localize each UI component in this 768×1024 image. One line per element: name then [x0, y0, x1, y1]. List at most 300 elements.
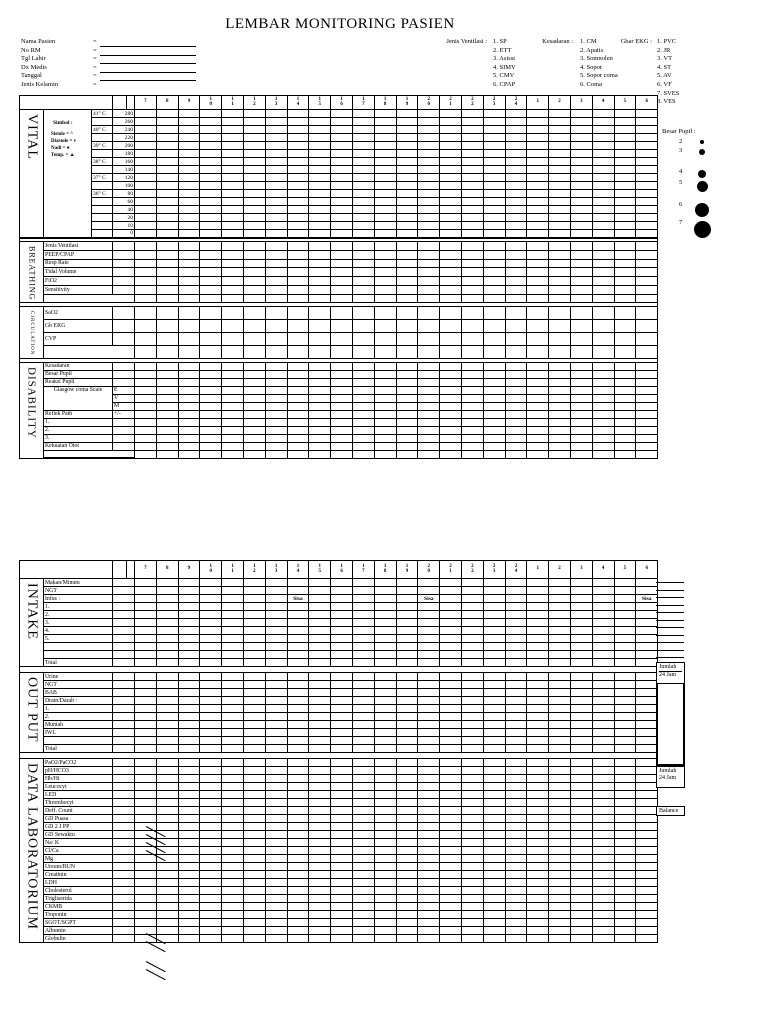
grid-cell[interactable] [374, 871, 396, 879]
grid-cell[interactable] [200, 362, 222, 370]
grid-cell[interactable] [527, 673, 549, 681]
grid-cell[interactable] [636, 190, 658, 198]
grid-cell[interactable] [636, 855, 658, 863]
grid-cell[interactable] [287, 222, 309, 230]
grid-cell[interactable] [505, 174, 527, 182]
grid-cell[interactable] [222, 450, 244, 458]
grid-cell[interactable] [440, 611, 462, 619]
grid-cell[interactable] [374, 277, 396, 286]
grid-cell[interactable] [614, 689, 636, 697]
grid-cell[interactable] [243, 450, 265, 458]
grid-cell[interactable] [200, 871, 222, 879]
grid-cell[interactable] [200, 681, 222, 689]
grid-cell[interactable] [243, 759, 265, 767]
grid-cell[interactable] [527, 285, 549, 294]
grid-cell[interactable] [309, 442, 331, 450]
grid-cell[interactable] [243, 791, 265, 799]
grid-cell[interactable] [331, 418, 353, 426]
grid-cell[interactable] [636, 659, 658, 667]
grid-cell[interactable] [374, 307, 396, 320]
grid-cell[interactable] [200, 370, 222, 378]
grid-cell[interactable] [440, 815, 462, 823]
grid-cell[interactable] [352, 737, 374, 745]
grid-cell[interactable] [505, 434, 527, 442]
grid-cell[interactable] [527, 823, 549, 831]
grid-cell[interactable] [527, 659, 549, 667]
grid-cell[interactable] [440, 783, 462, 791]
grid-cell[interactable] [265, 450, 287, 458]
grid-cell[interactable] [636, 268, 658, 277]
grid-cell[interactable] [549, 158, 571, 166]
grid-cell[interactable] [309, 579, 331, 587]
grid-cell[interactable] [243, 697, 265, 705]
grid-cell[interactable] [222, 579, 244, 587]
grid-cell[interactable] [570, 927, 592, 935]
grid-cell[interactable] [396, 259, 418, 268]
grid-cell[interactable] [200, 775, 222, 783]
grid-cell[interactable] [135, 294, 157, 303]
grid-cell[interactable] [309, 783, 331, 791]
grid-cell[interactable] [614, 791, 636, 799]
grid-cell[interactable] [178, 442, 200, 450]
grid-cell[interactable] [178, 410, 200, 418]
grid-cell[interactable] [222, 402, 244, 410]
grid-cell[interactable] [592, 895, 614, 903]
grid-cell[interactable] [440, 705, 462, 713]
grid-cell[interactable] [549, 174, 571, 182]
grid-cell[interactable] [178, 799, 200, 807]
grid-cell[interactable] [156, 627, 178, 635]
grid-cell[interactable] [331, 230, 353, 238]
grid-cell[interactable] [483, 903, 505, 911]
grid-cell[interactable] [265, 320, 287, 333]
grid-cell[interactable] [636, 651, 658, 659]
grid-cell[interactable] [352, 442, 374, 450]
grid-cell[interactable] [156, 759, 178, 767]
grid-cell[interactable] [200, 134, 222, 142]
grid-cell[interactable] [352, 450, 374, 458]
grid-cell[interactable] [614, 713, 636, 721]
grid-cell[interactable] [440, 426, 462, 434]
grid-cell[interactable] [374, 791, 396, 799]
grid-cell[interactable] [505, 198, 527, 206]
grid-cell[interactable] [636, 198, 658, 206]
grid-cell[interactable] [156, 807, 178, 815]
grid-cell[interactable] [549, 402, 571, 410]
grid-cell[interactable] [265, 903, 287, 911]
grid-cell[interactable] [483, 158, 505, 166]
grid-cell[interactable] [287, 745, 309, 753]
grid-cell[interactable] [352, 370, 374, 378]
grid-cell[interactable] [287, 871, 309, 879]
grid-cell[interactable] [505, 418, 527, 426]
grid-cell[interactable] [614, 919, 636, 927]
grid-cell[interactable] [156, 294, 178, 303]
grid-cell[interactable] [243, 190, 265, 198]
grid-cell[interactable] [483, 831, 505, 839]
grid-cell[interactable] [222, 259, 244, 268]
grid-cell[interactable] [614, 268, 636, 277]
grid-cell[interactable] [200, 294, 222, 303]
grid-cell[interactable] [156, 689, 178, 697]
grid-cell[interactable] [265, 442, 287, 450]
grid-cell[interactable] [396, 759, 418, 767]
grid-cell[interactable] [374, 386, 396, 394]
grid-cell[interactable] [483, 807, 505, 815]
grid-cell[interactable] [352, 839, 374, 847]
grid-cell[interactable] [483, 418, 505, 426]
grid-cell[interactable] [483, 729, 505, 737]
grid-cell[interactable] [440, 434, 462, 442]
grid-cell[interactable] [570, 587, 592, 595]
grid-cell[interactable] [396, 378, 418, 386]
grid-cell[interactable] [418, 410, 440, 418]
grid-cell[interactable] [549, 579, 571, 587]
grid-cell[interactable] [636, 450, 658, 458]
grid-cell[interactable] [222, 935, 244, 943]
grid-cell[interactable] [549, 434, 571, 442]
grid-cell[interactable] [461, 426, 483, 434]
grid-cell[interactable] [352, 799, 374, 807]
grid-cell[interactable] [461, 268, 483, 277]
grid-cell[interactable] [352, 230, 374, 238]
grid-cell[interactable] [374, 126, 396, 134]
grid-cell[interactable] [505, 285, 527, 294]
grid-cell[interactable] [483, 635, 505, 643]
grid-cell[interactable] [549, 673, 571, 681]
grid-cell[interactable] [549, 627, 571, 635]
grid-cell[interactable] [396, 294, 418, 303]
grid-cell[interactable] [396, 823, 418, 831]
grid-cell[interactable] [135, 807, 157, 815]
grid-cell[interactable] [483, 681, 505, 689]
grid-cell[interactable] [331, 603, 353, 611]
grid-cell[interactable] [135, 713, 157, 721]
grid-cell[interactable] [483, 214, 505, 222]
grid-cell[interactable] [243, 250, 265, 259]
grid-cell[interactable] [287, 611, 309, 619]
grid-cell[interactable] [200, 277, 222, 286]
grid-cell[interactable] [527, 887, 549, 895]
grid-cell[interactable] [331, 595, 353, 603]
grid-cell[interactable] [352, 418, 374, 426]
grid-cell[interactable] [287, 705, 309, 713]
grid-cell[interactable] [287, 767, 309, 775]
grid-cell[interactable] [636, 166, 658, 174]
grid-cell[interactable] [135, 222, 157, 230]
grid-cell[interactable] [505, 386, 527, 394]
grid-cell[interactable] [527, 759, 549, 767]
grid-cell[interactable] [200, 643, 222, 651]
grid-cell[interactable] [222, 214, 244, 222]
grid-cell[interactable] [527, 394, 549, 402]
grid-cell[interactable] [135, 182, 157, 190]
grid-cell[interactable] [200, 659, 222, 667]
grid-cell[interactable] [614, 635, 636, 643]
grid-cell[interactable] [287, 681, 309, 689]
grid-cell[interactable] [374, 410, 396, 418]
grid-cell[interactable] [549, 635, 571, 643]
grid-cell[interactable] [505, 370, 527, 378]
grid-cell[interactable] [374, 118, 396, 126]
grid-cell[interactable] [527, 190, 549, 198]
grid-cell[interactable] [287, 721, 309, 729]
grid-cell[interactable] [461, 863, 483, 871]
grid-cell[interactable] [461, 110, 483, 118]
grid-cell[interactable] [461, 927, 483, 935]
grid-cell[interactable] [592, 587, 614, 595]
grid-cell[interactable] [178, 182, 200, 190]
grid-cell[interactable] [265, 745, 287, 753]
grid-cell[interactable] [396, 815, 418, 823]
grid-cell[interactable] [243, 643, 265, 651]
grid-cell[interactable] [396, 394, 418, 402]
grid-cell[interactable] [549, 603, 571, 611]
grid-cell[interactable] [265, 277, 287, 286]
grid-cell[interactable] [374, 919, 396, 927]
grid-cell[interactable] [527, 174, 549, 182]
grid-cell[interactable] [549, 259, 571, 268]
grid-cell[interactable] [200, 627, 222, 635]
grid-cell[interactable] [570, 855, 592, 863]
grid-cell[interactable] [418, 895, 440, 903]
grid-cell[interactable] [243, 799, 265, 807]
grid-cell[interactable] [200, 705, 222, 713]
grid-cell[interactable] [527, 277, 549, 286]
grid-cell[interactable] [156, 729, 178, 737]
grid-cell[interactable] [570, 705, 592, 713]
grid-cell[interactable] [331, 277, 353, 286]
grid-cell[interactable] [178, 895, 200, 903]
grid-cell[interactable] [614, 863, 636, 871]
grid-cell[interactable] [374, 206, 396, 214]
grid-cell[interactable] [135, 783, 157, 791]
grid-cell[interactable] [178, 222, 200, 230]
grid-cell[interactable] [570, 603, 592, 611]
grid-cell[interactable] [549, 362, 571, 370]
grid-cell[interactable] [483, 294, 505, 303]
grid-cell[interactable] [461, 871, 483, 879]
grid-cell[interactable] [243, 587, 265, 595]
grid-cell[interactable] [527, 442, 549, 450]
grid-cell[interactable] [592, 879, 614, 887]
grid-cell[interactable] [352, 903, 374, 911]
grid-cell[interactable] [636, 919, 658, 927]
grid-cell[interactable] [374, 673, 396, 681]
grid-cell[interactable] [483, 935, 505, 943]
grid-cell[interactable] [549, 222, 571, 230]
grid-cell[interactable] [614, 418, 636, 426]
grid-cell[interactable] [135, 919, 157, 927]
grid-cell[interactable] [483, 142, 505, 150]
grid-cell[interactable] [440, 729, 462, 737]
grid-cell[interactable] [222, 603, 244, 611]
grid-cell[interactable] [222, 394, 244, 402]
grid-cell[interactable] [527, 595, 549, 603]
grid-cell[interactable] [135, 911, 157, 919]
grid-cell[interactable] [331, 911, 353, 919]
grid-cell[interactable] [636, 307, 658, 320]
grid-cell[interactable] [352, 307, 374, 320]
grid-cell[interactable] [527, 150, 549, 158]
grid-cell[interactable] [461, 402, 483, 410]
grid-cell[interactable] [505, 134, 527, 142]
grid-cell[interactable] [374, 370, 396, 378]
grid-cell[interactable] [156, 386, 178, 394]
grid-cell[interactable] [549, 320, 571, 333]
grid-cell[interactable] [570, 713, 592, 721]
grid-cell[interactable] [200, 759, 222, 767]
grid-cell[interactable] [265, 729, 287, 737]
grid-cell[interactable] [265, 681, 287, 689]
grid-cell[interactable] [440, 333, 462, 346]
grid-cell[interactable] [614, 378, 636, 386]
grid-cell[interactable] [243, 118, 265, 126]
grid-cell[interactable] [287, 895, 309, 903]
grid-cell[interactable] [178, 611, 200, 619]
grid-cell[interactable] [352, 619, 374, 627]
grid-cell[interactable] [570, 110, 592, 118]
grid-cell[interactable] [570, 277, 592, 286]
grid-cell[interactable] [549, 721, 571, 729]
grid-cell[interactable] [570, 134, 592, 142]
grid-cell[interactable] [309, 791, 331, 799]
grid-cell[interactable] [418, 887, 440, 895]
grid-cell[interactable] [614, 697, 636, 705]
grid-cell[interactable] [614, 839, 636, 847]
grid-cell[interactable] [592, 222, 614, 230]
grid-cell[interactable] [331, 134, 353, 142]
grid-cell[interactable] [461, 214, 483, 222]
grid-cell[interactable] [418, 259, 440, 268]
grid-cell[interactable] [483, 815, 505, 823]
grid-cell[interactable] [374, 847, 396, 855]
grid-cell[interactable] [352, 651, 374, 659]
grid-cell[interactable] [331, 831, 353, 839]
grid-cell[interactable] [331, 242, 353, 251]
grid-cell[interactable] [243, 619, 265, 627]
grid-cell[interactable] [418, 927, 440, 935]
grid-cell[interactable] [135, 230, 157, 238]
grid-cell[interactable] [309, 635, 331, 643]
grid-cell[interactable] [178, 759, 200, 767]
grid-cell[interactable] [200, 222, 222, 230]
grid-cell[interactable] [549, 394, 571, 402]
grid-cell[interactable] [570, 595, 592, 603]
grid-cell[interactable] [331, 268, 353, 277]
grid-cell[interactable] [200, 791, 222, 799]
grid-cell[interactable] [309, 807, 331, 815]
grid-cell[interactable] [374, 242, 396, 251]
grid-cell[interactable] [418, 174, 440, 182]
grid-cell[interactable] [418, 150, 440, 158]
grid-cell[interactable] [527, 767, 549, 775]
grid-cell[interactable] [483, 370, 505, 378]
grid-cell[interactable] [527, 250, 549, 259]
grid-cell[interactable] [549, 277, 571, 286]
grid-cell[interactable] [156, 206, 178, 214]
grid-cell[interactable] [418, 362, 440, 370]
grid-cell[interactable] [592, 919, 614, 927]
grid-cell[interactable] [592, 206, 614, 214]
grid-cell[interactable] [570, 791, 592, 799]
grid-cell[interactable] [309, 182, 331, 190]
grid-cell[interactable] [592, 198, 614, 206]
grid-cell[interactable] [549, 110, 571, 118]
grid-cell[interactable] [636, 418, 658, 426]
grid-cell[interactable] [636, 426, 658, 434]
grid-cell[interactable] [287, 285, 309, 294]
grid-cell[interactable] [135, 174, 157, 182]
grid-cell[interactable] [156, 307, 178, 320]
grid-cell[interactable] [614, 807, 636, 815]
grid-cell[interactable] [636, 110, 658, 118]
grid-cell[interactable] [374, 659, 396, 667]
grid-cell[interactable] [461, 831, 483, 839]
grid-cell[interactable] [527, 418, 549, 426]
grid-cell[interactable] [178, 250, 200, 259]
grid-cell[interactable] [135, 855, 157, 863]
grid-cell[interactable] [418, 182, 440, 190]
grid-cell[interactable] [374, 134, 396, 142]
grid-cell[interactable] [331, 370, 353, 378]
grid-cell[interactable] [374, 579, 396, 587]
grid-cell[interactable] [636, 799, 658, 807]
grid-cell[interactable] [200, 579, 222, 587]
grid-cell[interactable] [461, 418, 483, 426]
grid-cell[interactable] [287, 190, 309, 198]
grid-cell[interactable] [592, 603, 614, 611]
grid-cell[interactable] [135, 386, 157, 394]
grid-cell[interactable] [374, 285, 396, 294]
grid-cell[interactable] [592, 118, 614, 126]
grid-cell[interactable] [243, 174, 265, 182]
grid-cell[interactable] [440, 737, 462, 745]
grid-cell[interactable] [287, 426, 309, 434]
grid-cell[interactable] [396, 627, 418, 635]
grid-cell[interactable] [614, 595, 636, 603]
grid-cell[interactable] [135, 681, 157, 689]
grid-cell[interactable] [592, 635, 614, 643]
grid-cell[interactable] [418, 807, 440, 815]
grid-cell[interactable] [614, 166, 636, 174]
grid-cell[interactable] [309, 378, 331, 386]
grid-cell[interactable] [592, 378, 614, 386]
grid-cell[interactable] [549, 831, 571, 839]
grid-cell[interactable] [374, 879, 396, 887]
grid-cell[interactable] [418, 745, 440, 753]
grid-cell[interactable] [331, 903, 353, 911]
grid-cell[interactable] [396, 434, 418, 442]
grid-cell[interactable] [243, 879, 265, 887]
grid-cell[interactable] [331, 713, 353, 721]
grid-cell[interactable] [352, 627, 374, 635]
grid-cell[interactable] [418, 294, 440, 303]
grid-cell[interactable] [374, 182, 396, 190]
grid-cell[interactable] [505, 713, 527, 721]
grid-cell[interactable] [418, 705, 440, 713]
grid-cell[interactable] [331, 799, 353, 807]
grid-cell[interactable] [178, 268, 200, 277]
grid-cell[interactable] [549, 799, 571, 807]
grid-cell[interactable] [352, 807, 374, 815]
grid-cell[interactable] [418, 242, 440, 251]
grid-cell[interactable] [505, 182, 527, 190]
grid-cell[interactable] [527, 927, 549, 935]
grid-cell[interactable] [287, 651, 309, 659]
grid-cell[interactable] [222, 729, 244, 737]
grid-cell[interactable] [200, 799, 222, 807]
